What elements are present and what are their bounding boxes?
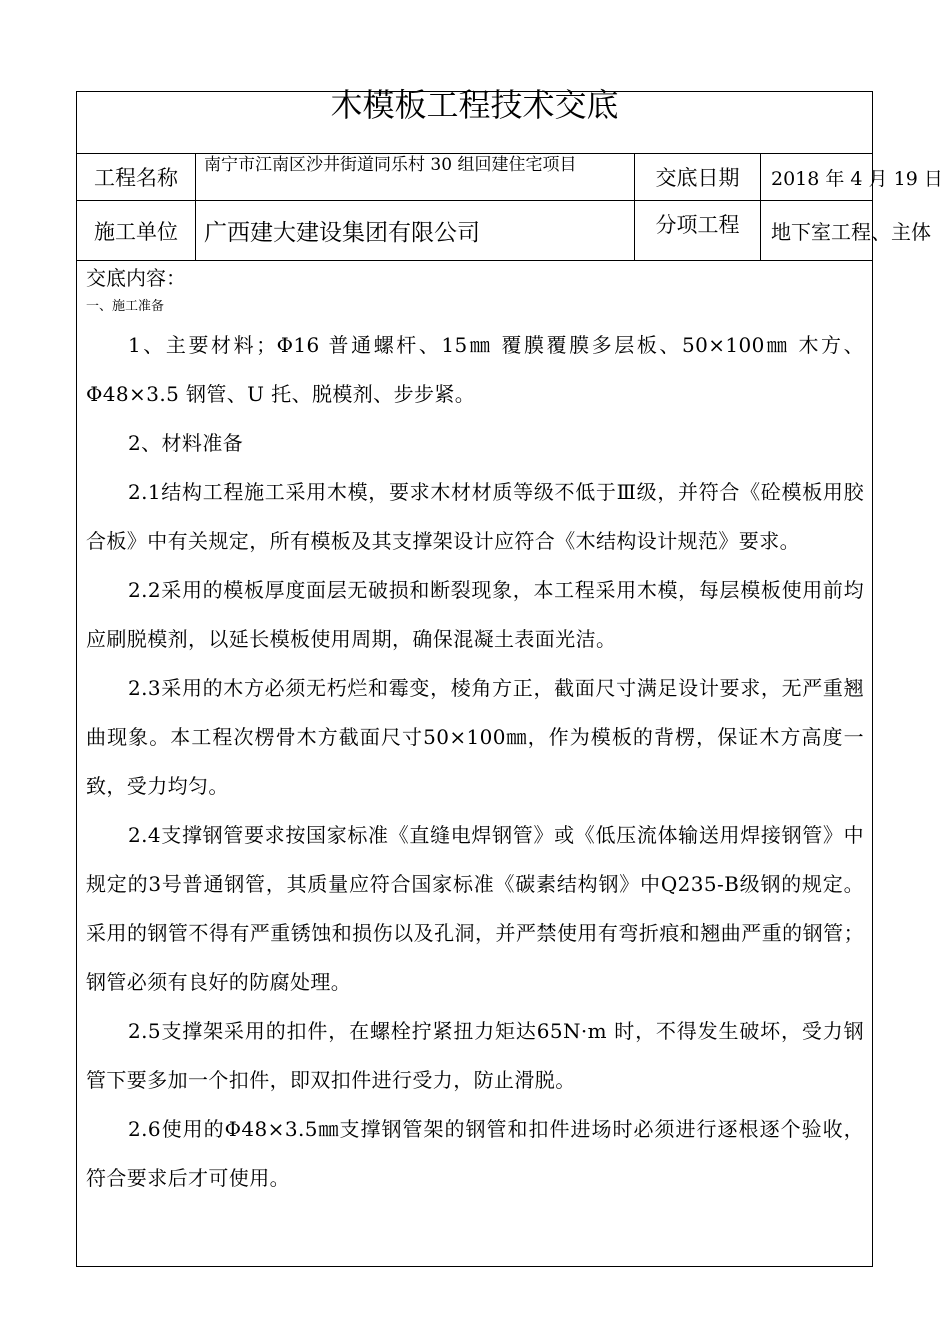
contractor-label: 施工单位 xyxy=(77,201,196,260)
subitem-value: 地下室工程、主体 xyxy=(771,220,931,244)
paragraph: 2.2采用的模板厚度面层无破损和断裂现象，本工程采用木模，每层模板使用前均应刷脱模剂，以延长模板使用周期，确保混凝土表面光洁。 xyxy=(86,578,864,651)
subitem-label: 分项工程 xyxy=(635,201,761,260)
project-info-row xyxy=(77,154,943,201)
content-label: 交底内容： xyxy=(86,266,186,290)
paragraph: 2.4支撑钢管要求按国家标准《直缝电焊钢管》或《低压流体输送用焊接钢管》中规定的3号普通钢管，其质量应符合国家标准《碳素结构钢》中Q235-B级钢的规定。采用的钢管不得有严重锈蚀和损伤以及孔洞，并严禁使用有弯折痕和翘曲严重的钢管；钢管必须有良好的防腐处理。 xyxy=(86,823,864,994)
contractor-value: 广西建大建设集团有限公司 xyxy=(196,201,635,260)
project-name-value: 南宁市江南区沙井街道同乐村 30 组回建住宅项目 xyxy=(196,154,635,200)
technical-disclosure-form xyxy=(76,86,943,1267)
paragraph: 2.1结构工程施工采用木模，要求木材材质等级不低于Ⅲ级，并符合《砼模板用胶合板》中有关规定，所有模板及其支撑架设计应符合《木结构设计规范》要求。 xyxy=(86,480,864,553)
paragraph: 1、主要材料；Φ16 普通螺杆、15㎜ 覆膜覆膜多层板、50×100㎜ 木方、Φ48×3.5 钢管、U 托、脱模剂、步步紧。 xyxy=(86,333,864,406)
paragraph: 2、材料准备 xyxy=(128,431,244,455)
paragraph: 2.5支撑架采用的扣件，在螺栓拧紧扭力矩达65N·m 时，不得发生破坏，受力钢管下要多加一个扣件，即双扣件进行受力，防止滑脱。 xyxy=(86,1019,864,1092)
disclosure-content xyxy=(77,261,872,1203)
paragraph: 2.6使用的Φ48×3.5㎜支撑钢管架的钢管和扣件进场时必须进行逐根逐个验收，符合要求后才可使用。 xyxy=(86,1117,864,1190)
section-heading: 一、施工准备 xyxy=(86,299,165,314)
paragraph: 2.3采用的木方必须无朽烂和霉变，棱角方正，截面尺寸满足设计要求，无严重翘曲现象。本工程次楞骨木方截面尺寸50×100㎜，作为模板的背楞，保证木方高度一致，受力均匀。 xyxy=(86,676,864,798)
contractor-row xyxy=(77,201,931,261)
project-name-label: 工程名称 xyxy=(77,154,196,200)
date-value: 2018 年 4 月 19 日 xyxy=(771,167,943,190)
document-title: 木模板工程技术交底 xyxy=(77,92,872,154)
date-label: 交底日期 xyxy=(635,154,761,200)
